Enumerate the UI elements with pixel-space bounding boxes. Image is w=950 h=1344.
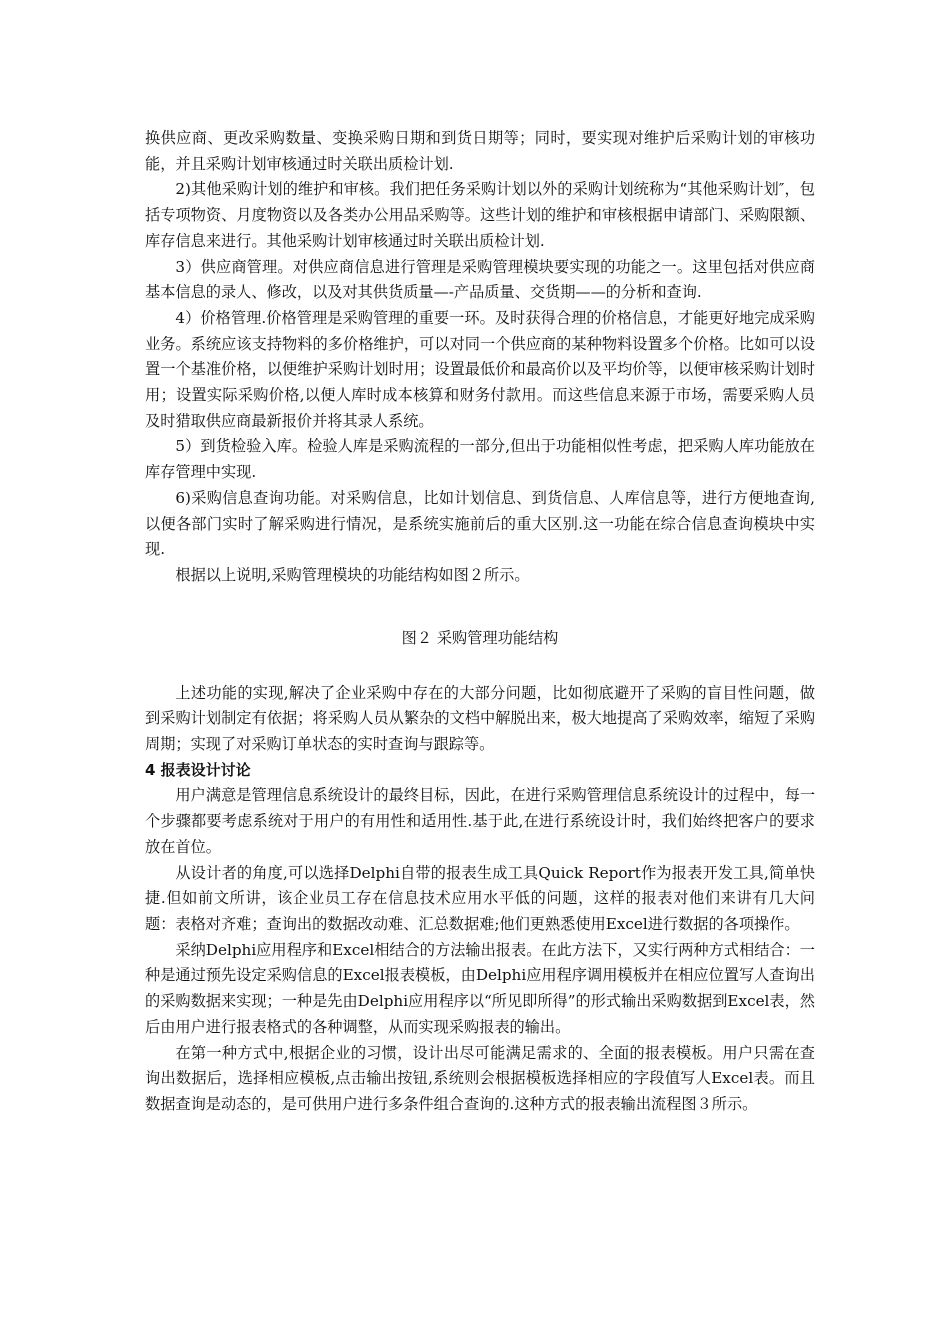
paragraph-user-satisfaction: 用户满意是管理信息系统设计的最终目标，因此，在进行采购管理信息系统设计的过程中，每一个步骤都要考虑系统对于用户的有用性和适用性.基于此,在进行系统设计时，我们始终把客户的要求放在首位。 xyxy=(145,786,815,856)
paragraph-supplier-management: 3）供应商管理。对供应商信息进行管理是采购管理模块要实现的功能之一。这里包括对供应商基本信息的录人、修改，以及对其供货质量—-产品质量、交货期——的分析和查询. xyxy=(145,257,815,302)
paragraph-price-management: 4）价格管理.价格管理是采购管理的重要一环。及时获得合理的价格信息，才能更好地完成采购业务。系统应该支持物料的多价格维护，可以对同一个供应商的某种物料设置多个价格。比如可以设置一个基准价格，以便维护采购计划时用；设置最低价和最高价以及平均价等，以便审核采购计划时用；设置实际采购价格,以便人库时成本核算和财务付款用。而这些信息来源于市场，需要采购人员及时猎取供应商最新报价并将其录人系统。 xyxy=(145,308,815,430)
paragraph-continuation: 换供应商、更改采购数量、变换采购日期和到货日期等；同时，要实现对维护后采购计划的审核功能，并且采购计划审核通过时关联出质检计划. xyxy=(145,129,815,173)
document-page xyxy=(145,126,815,1118)
paragraph-summary: 上述功能的实现,解决了企业采购中存在的大部分问题，比如彻底避开了采购的盲目性问题，做到采购计划制定有依据；将采购人员从繁杂的文档中解脱出来，极大地提高了采购效率，缩短了采购周期；实现了对采购订单状态的实时查询与跟踪等。 xyxy=(145,683,815,754)
paragraph-designer-perspective: 从设计者的角度,可以选择Delphi自带的报表生成工具Quick Report作为报表开发工具,简单快捷.但如前文所讲，该企业员工存在信息技术应用水平低的问题，这样的报表对他们来讲有几大问题：表格对齐难；查询出的数据改动难、汇总数据难;他们更熟悉使用Excel进行数据的各项操作。 xyxy=(145,863,815,933)
paragraph-info-query: 6)采购信息查询功能。对采购信息，比如计划信息、到货信息、人库信息等，进行方便地查询,以便各部门实时了解采购进行情况，是系统实施前后的重大区别.这一功能在综合信息查询模块中实现. xyxy=(145,488,815,559)
paragraph-figure-reference: 根据以上说明,采购管理模块的功能结构如图２所示。 xyxy=(175,565,530,584)
section-heading: 4 报表设计讨论 xyxy=(145,760,251,779)
figure-caption: 图２ 采购管理功能结构 xyxy=(401,628,559,647)
paragraph-inspection-warehousing: 5）到货检验入库。检验人库是采购流程的一部分,但出于功能相似性考虑，把采购人库功能放在库存管理中实现. xyxy=(145,437,815,482)
paragraph-delphi-excel: 采纳Delphi应用程序和Excel相结合的方法输出报表。在此方法下，又实行两种方式相结合：一种是通过预先设定采购信息的Excel报表模板，由Delphi应用程序调用模板并在相应位置写人查询出的采购数据来实现；一种是先由Delphi应用程序以“所见即所得”的形式输出采购数据到Excel表，然后由用户进行报表格式的各种调整，从而实现采购报表的输出。 xyxy=(145,940,815,1036)
paragraph-other-plans: 2)其他采购计划的维护和审核。我们把任务采购计划以外的采购计划统称为“其他采购计划″，包括专项物资、月度物资以及各类办公用品采购等。这些计划的维护和审核根据申请部门、采购限额、库存信息来进行。其他采购计划审核通过时关联出质检计划. xyxy=(145,180,815,250)
paragraph-first-method: 在第一种方式中,根据企业的习惯，设计出尽可能满足需求的、全面的报表模板。用户只需在查询出数据后，选择相应模板,点击输出按钮,系统则会根据模板选择相应的字段值写人Excel表。而且数据查询是动态的，是可供用户进行多条件组合查询的.这种方式的报表输出流程图３所示。 xyxy=(145,1043,815,1113)
